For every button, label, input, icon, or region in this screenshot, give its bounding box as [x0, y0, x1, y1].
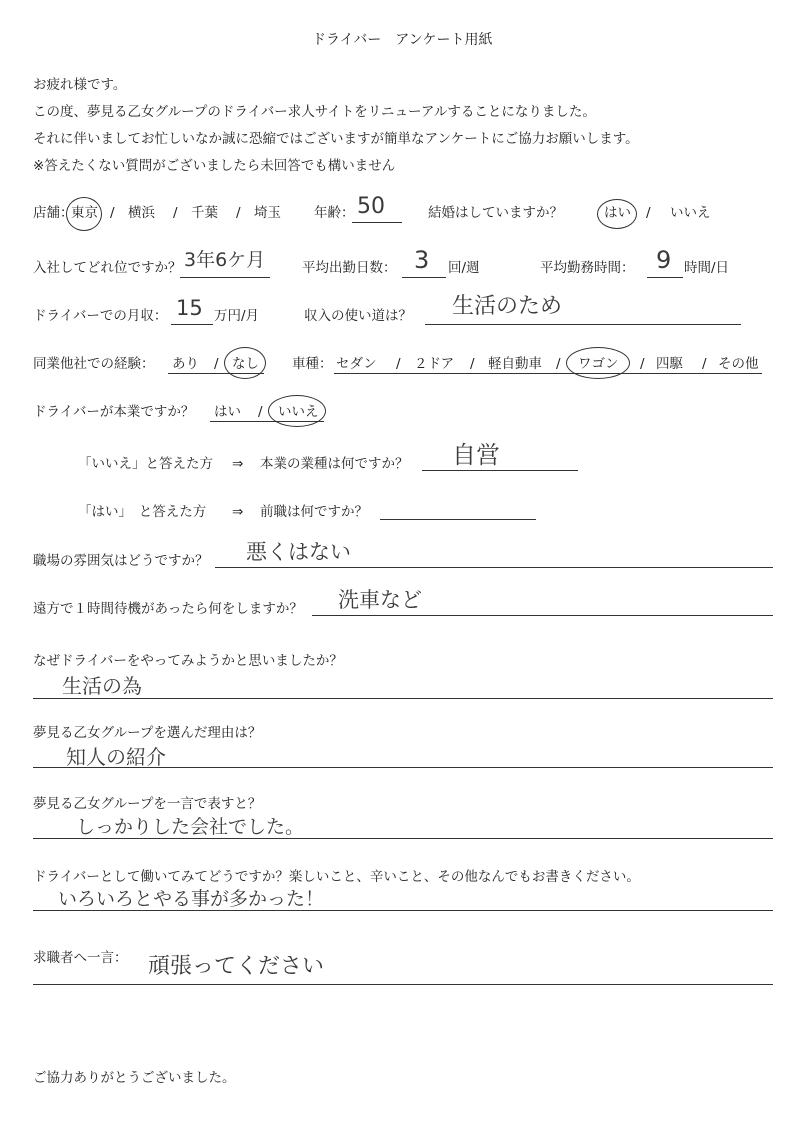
ifno-label: 「いいえ」と答えた方	[78, 456, 213, 472]
experience-option-no[interactable]: なし	[232, 356, 259, 372]
ifyes-arrow: ⇒	[232, 504, 244, 520]
closing-text: ご協力ありがとうございました。	[33, 1070, 236, 1086]
store-sep-1: /	[110, 205, 115, 221]
wait-underline	[312, 615, 773, 616]
married-option-yes[interactable]: はい	[604, 205, 631, 221]
store-option-tokyo[interactable]: 東京	[71, 205, 98, 221]
wait-question: 遠方で１時間待機があったら何をしますか？	[33, 601, 303, 617]
intro-line-3: それに伴いましてお忙しいなか誠に恐縮ではございますが簡単なアンケートにご協力お願いします。	[33, 131, 639, 147]
mainjob-option-yes[interactable]: はい	[214, 404, 241, 420]
message-answer: 頑張ってください	[148, 954, 325, 979]
store-option-chiba[interactable]: 千葉	[191, 205, 218, 221]
usage-answer: 生活のため	[452, 294, 563, 319]
store-label: 店舗：	[33, 205, 74, 221]
age-answer: 50	[357, 194, 385, 219]
store-sep-2: /	[173, 205, 178, 221]
car-option-kei[interactable]: 軽自動車	[488, 356, 542, 372]
car-sep-5: /	[702, 356, 707, 372]
experience-question: ドライバーとして働いてみてどうですか？楽しいこと、辛いこと、その他なんでもお書きください。	[33, 869, 640, 885]
attendance-unit: 回/週	[448, 260, 480, 276]
car-option-wagon[interactable]: ワゴン	[578, 356, 619, 372]
car-sep-4: /	[640, 356, 645, 372]
car-option-sedan[interactable]: セダン	[336, 356, 377, 372]
attendance-answer: 3	[414, 246, 430, 274]
ifyes-underline	[380, 519, 536, 520]
reason-underline	[33, 767, 773, 768]
ifyes-label: 「はい」 と答えた方	[78, 504, 207, 520]
usage-label: 収入の使い道は？	[304, 308, 412, 324]
page-title: ドライバー アンケート用紙	[312, 32, 493, 48]
intro-line-2: この度、夢見る乙女グループのドライバー求人サイトをリニューアルすることになりました。	[33, 104, 596, 120]
attendance-underline	[402, 277, 446, 278]
car-answer-circle	[566, 347, 630, 379]
age-underline	[352, 222, 402, 223]
income-underline	[171, 324, 213, 325]
experience-answer: いろいろとやる事が多かった！	[58, 888, 325, 910]
hours-answer: 9	[656, 246, 672, 274]
mainjob-underline	[210, 421, 324, 422]
tenure-label: 入社してどれ位ですか？	[33, 260, 182, 276]
reason-question: 夢見る乙女グループを選んだ理由は？	[33, 725, 262, 741]
reason-answer: 知人の紹介	[66, 745, 166, 769]
ifno-underline	[422, 470, 578, 471]
oneword-question: 夢見る乙女グループを一言で表すと？	[33, 796, 262, 812]
experience-answer-underline	[33, 910, 773, 911]
intro-line-1: お疲れ様です。	[33, 77, 127, 93]
oneword-underline	[33, 838, 773, 839]
car-sep-3: /	[556, 356, 561, 372]
married-label: 結婚はしていますか？	[428, 205, 563, 221]
intro-line-4: ※答えたくない質問がございましたら未回答でも構いません	[33, 158, 396, 174]
married-sep: /	[646, 205, 651, 221]
experience-answer-circle	[224, 347, 266, 379]
store-option-saitama[interactable]: 埼玉	[254, 205, 281, 221]
hours-unit: 時間/日	[684, 260, 730, 276]
married-option-no[interactable]: いいえ	[670, 205, 711, 221]
car-sep-1: /	[396, 356, 401, 372]
atmosphere-underline	[215, 567, 773, 568]
car-label: 車種：	[292, 356, 333, 372]
store-sep-3: /	[236, 205, 241, 221]
mainjob-label: ドライバーが本業ですか？	[33, 404, 195, 420]
ifyes-question: 前職は何ですか？	[260, 504, 368, 520]
income-answer: 15	[176, 296, 203, 320]
age-label: 年齢：	[314, 205, 355, 221]
car-sep-2: /	[470, 356, 475, 372]
message-underline	[33, 984, 773, 985]
mainjob-sep: /	[258, 404, 263, 420]
car-option-other[interactable]: その他	[718, 356, 759, 372]
experience-label: 同業他社での経験：	[33, 356, 155, 372]
store-option-yokohama[interactable]: 横浜	[128, 205, 155, 221]
why-underline	[33, 698, 773, 699]
tenure-answer: 3年6ケ月	[184, 249, 266, 271]
wait-answer: 洗車など	[338, 588, 422, 612]
married-answer-circle	[597, 199, 637, 229]
usage-underline	[425, 324, 741, 325]
experience-underline	[168, 373, 264, 374]
atmosphere-question: 職場の雰囲気はどうですか？	[33, 553, 209, 569]
attendance-label: 平均出勤日数：	[302, 260, 397, 276]
mainjob-answer-circle	[268, 395, 326, 427]
income-label: ドライバーでの月収：	[33, 308, 168, 324]
car-option-4wd[interactable]: 四駆	[656, 356, 683, 372]
atmosphere-answer: 悪くはない	[246, 540, 351, 564]
why-question: なぜドライバーをやってみようかと思いましたか？	[33, 653, 343, 669]
car-option-2door[interactable]: ２ドア	[414, 356, 455, 372]
store-answer-circle	[66, 197, 102, 231]
oneword-answer: しっかりした会社でした。	[76, 816, 305, 838]
income-unit: 万円/月	[214, 308, 260, 324]
hours-underline	[647, 277, 683, 278]
mainjob-option-no[interactable]: いいえ	[278, 404, 319, 420]
hours-label: 平均勤務時間：	[540, 260, 635, 276]
experience-option-yes[interactable]: あり	[172, 356, 199, 372]
ifno-question: 本業の業種は何ですか？	[260, 456, 409, 472]
car-underline	[334, 373, 762, 374]
tenure-underline	[180, 277, 270, 278]
why-answer: 生活の為	[62, 674, 142, 698]
experience-sep: /	[214, 356, 219, 372]
ifno-arrow: ⇒	[232, 456, 244, 472]
ifno-answer: 自営	[452, 441, 500, 469]
message-question: 求職者へ一言：	[33, 950, 128, 966]
